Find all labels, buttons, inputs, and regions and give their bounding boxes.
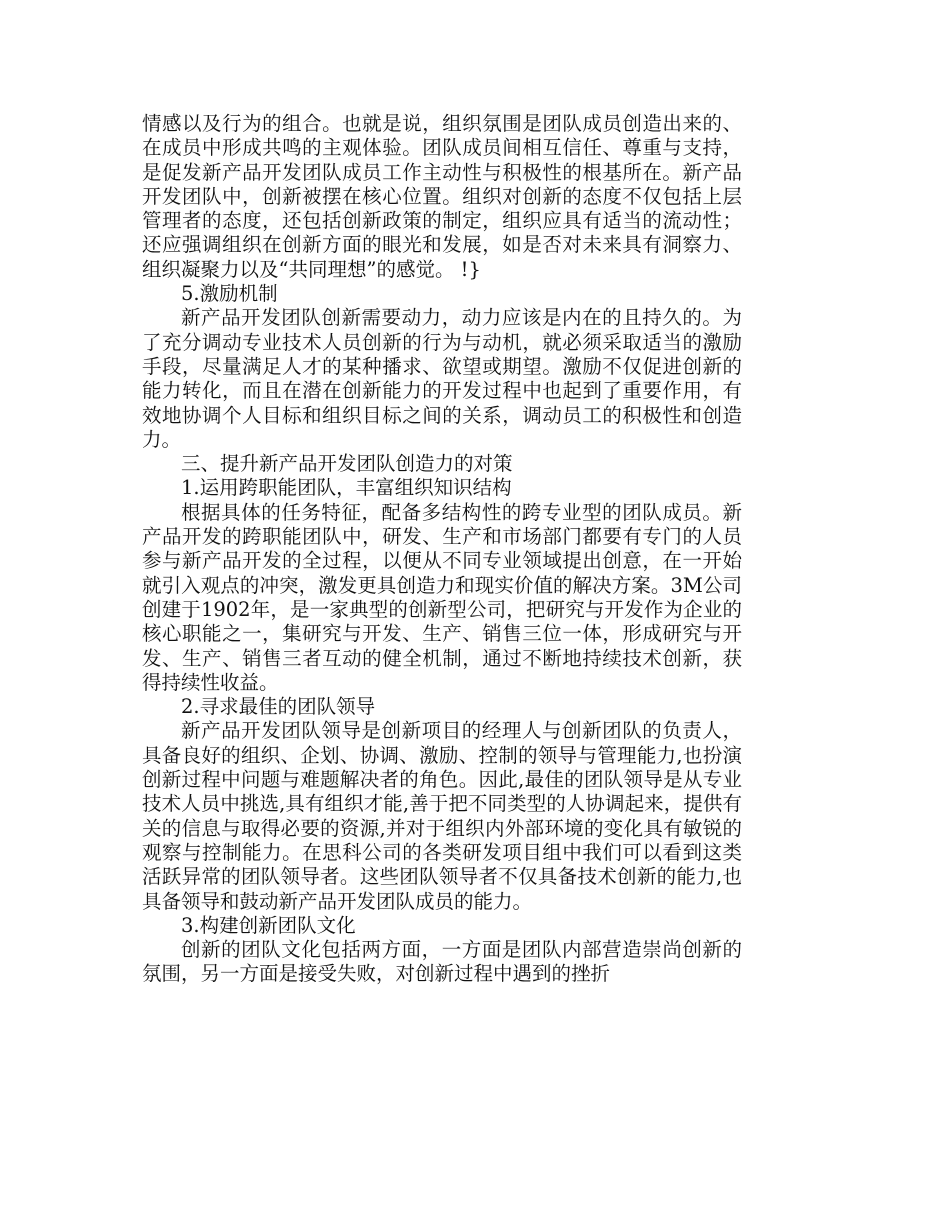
paragraph-organizational-climate: 情感以及行为的组合。也就是说，组织氛围是团队成员创造出来的、在成员中形成共鸣的主观体验。团队成员间相互信任、尊重与支持，是促发新产品开发团队成员工作主动性与积极性的根基所在。新产品开发团队中，创新被摆在核心位置。组织对创新的态度不仅包括上层管理者的态度，还包括创新政策的制定，组织应具有适当的流动性；还应强调组织在创新方面的眼光和发展，如是否对未来具有洞察力、组织凝聚力以及“共同理想”的感觉。 !} [142, 112, 742, 281]
paragraph-cross-functional-team: 根据具体的任务特征，配备多结构性的跨专业型的团队成员。新产品开发的跨职能团队中，研发、生产和市场部门都要有专门的人员参与新产品开发的全过程，以便从不同专业领域提出创意，在一开始就引入观点的冲突，激发更具创造力和现实价值的解决方案。3M公司创建于1902年，是一家典型的创新型公司，把研究与开发作为企业的核心职能之一，集研究与开发、生产、销售三位一体，形成研究与开发、生产、销售三者互动的健全机制，通过不断地持续技术创新，获得持续性收益。 [142, 500, 742, 694]
paragraph-team-culture: 创新的团队文化包括两方面，一方面是团队内部营造崇尚创新的氛围，另一方面是接受失败，对创新过程中遇到的挫折 [142, 938, 742, 986]
paragraph-team-leadership: 新产品开发团队领导是创新项目的经理人与创新团队的负责人，具备良好的组织、企划、协调、激励、控制的领导与管理能力,也扮演创新过程中问题与难题解决者的角色。因此,最佳的团队领导是从专业技术人员中挑选,具有组织才能,善于把不同类型的人协调起来，提供有关的信息与取得必要的资源,并对于组织内外部环境的变化具有敏锐的观察与控制能力。在思科公司的各类研发项目组中我们可以看到这类活跃异常的团队领导者。这些团队领导者不仅具备技术创新的能力,也具备领导和鼓动新产品开发团队成员的能力。 [142, 719, 742, 913]
document-body [142, 112, 742, 987]
heading-cross-functional-team: 1.运用跨职能团队，丰富组织知识结构 [181, 476, 512, 500]
heading-team-leadership: 2.寻求最佳的团队领导 [181, 695, 376, 719]
section-heading-strategies: 三、提升新产品开发团队创造力的对策 [181, 452, 513, 476]
heading-team-culture: 3.构建创新团队文化 [181, 913, 356, 937]
paragraph-incentive: 新产品开发团队创新需要动力，动力应该是内在的且持久的。为了充分调动专业技术人员创新的行为与动机，就必须采取适当的激励手段，尽量满足人才的某种播求、欲望或期望。激励不仅促进创新的能力转化，而且在潜在创新能力的开发过程中也起到了重要作用，有效地协调个人目标和组织目标之间的关系，调动员工的积极性和创造力。 [142, 306, 742, 451]
heading-incentive-mechanism: 5.激励机制 [181, 282, 278, 306]
